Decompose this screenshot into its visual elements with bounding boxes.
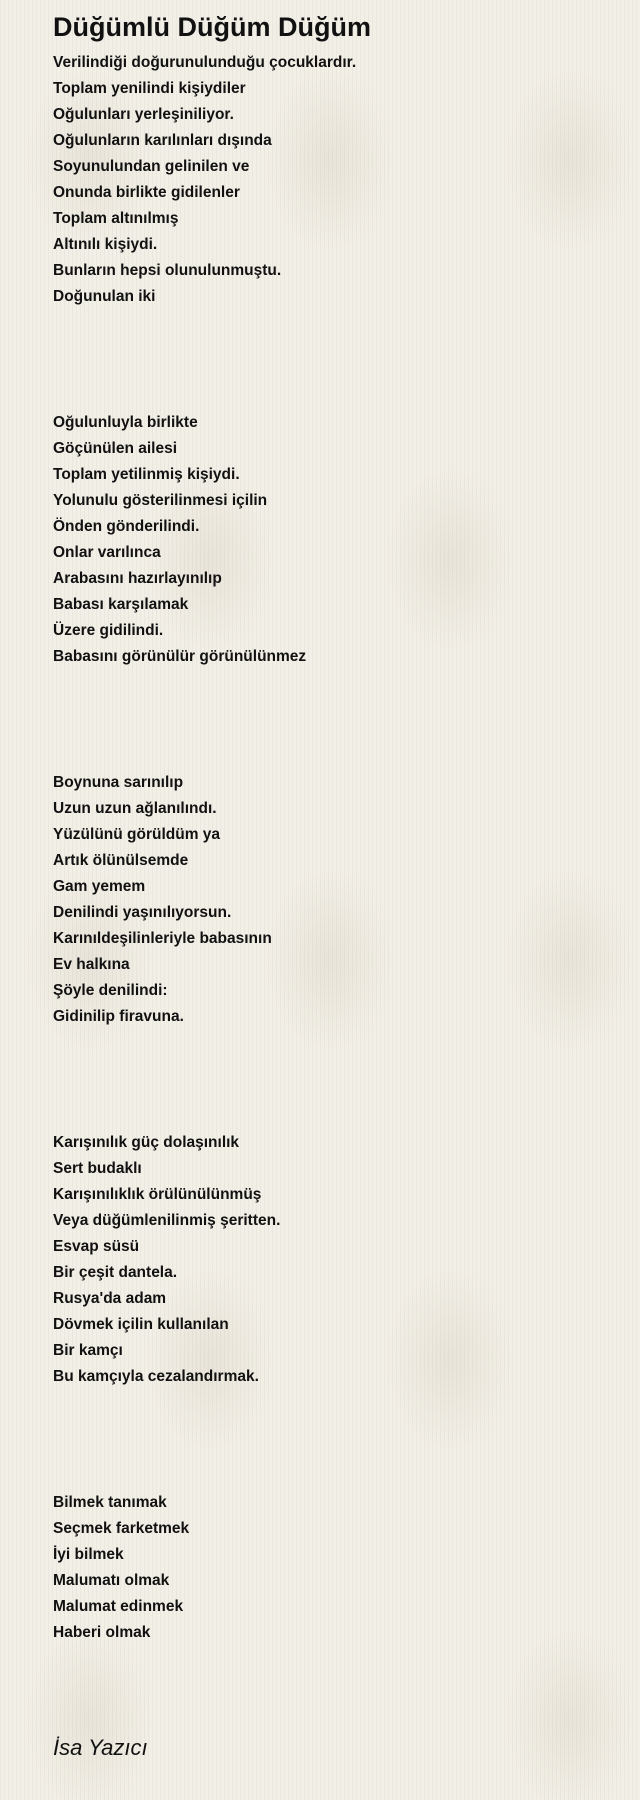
stanza-gap: [53, 1030, 613, 1130]
poem-line: Soyunulundan gelinilen ve: [53, 158, 250, 175]
poem-line: Karışınılıklık örülünülünmüş: [53, 1186, 262, 1203]
poem: [53, 10, 613, 1646]
poem-line: Arabasını hazırlayınılıp: [53, 570, 222, 587]
poem-line: Yüzülünü görüldüm ya: [53, 826, 221, 843]
poem-line: Gam yemem: [53, 878, 146, 895]
stanza-gap: [53, 1390, 613, 1490]
poem-line: Doğunulan iki: [53, 288, 156, 305]
stanza-3: [53, 770, 613, 1030]
poem-line: Şöyle denilindi:: [53, 982, 168, 999]
poem-line: Haberi olmak: [53, 1624, 151, 1641]
stanza-4: [53, 1130, 613, 1390]
stanza-5: [53, 1490, 613, 1646]
poem-line: Oğulunların karılınları dışında: [53, 132, 272, 149]
stanza-gap: [53, 670, 613, 770]
poem-line: Verilindiği doğurunulunduğu çocuklardır.: [53, 54, 357, 71]
poem-line: Onlar varılınca: [53, 544, 161, 561]
poem-line: Onunda birlikte gidilenler: [53, 184, 240, 201]
poem-line: Sert budaklı: [53, 1160, 142, 1177]
poem-line: Oğulunları yerleşiniliyor.: [53, 106, 234, 123]
poem-author: İsa Yazıcı: [53, 1735, 148, 1760]
poem-line: Karınıldeşilinleriyle babasının: [53, 930, 272, 947]
poem-title: Düğümlü Düğüm Düğüm: [53, 12, 371, 42]
poem-line: Altınılı kişiydi.: [53, 236, 158, 253]
poem-line: Bilmek tanımak: [53, 1494, 167, 1511]
poem-line: Malumatı olmak: [53, 1572, 170, 1589]
poem-line: Seçmek farketmek: [53, 1520, 190, 1537]
poem-line: Bir çeşit dantela.: [53, 1264, 178, 1281]
poem-line: Dövmek içilin kullanılan: [53, 1316, 229, 1333]
poem-line: Malumat edinmek: [53, 1598, 184, 1615]
poem-line: Bunların hepsi olunulunmuştu.: [53, 262, 282, 279]
stanza-gap: [53, 310, 613, 410]
poem-line: Toplam yetilinmiş kişiydi.: [53, 466, 240, 483]
stanza-2: [53, 410, 613, 670]
poem-line: Boynuna sarınılıp: [53, 774, 184, 791]
poem-line: Uzun uzun ağlanılındı.: [53, 800, 217, 817]
poem-line: Artık ölünülsemde: [53, 852, 189, 869]
poem-line: Ev halkına: [53, 956, 130, 973]
poem-line: Denilindi yaşınılıyorsun.: [53, 904, 232, 921]
poem-line: İyi bilmek: [53, 1546, 124, 1563]
poem-line: Toplam altınılmış: [53, 210, 179, 227]
poem-line: Oğulunluyla birlikte: [53, 414, 198, 431]
poem-line: Bu kamçıyla cezalandırmak.: [53, 1368, 259, 1385]
poem-line: Yolunulu gösterilinmesi içilin: [53, 492, 268, 509]
poem-line: Toplam yenilindi kişiydiler: [53, 80, 246, 97]
poem-line: Üzere gidilindi.: [53, 622, 164, 639]
poem-line: Bir kamçı: [53, 1342, 123, 1359]
poem-line: Esvap süsü: [53, 1238, 140, 1255]
poem-line: Rusya'da adam: [53, 1290, 167, 1307]
stanza-1: [53, 50, 613, 310]
poem-line: Babasını görünülür görünülünmez: [53, 648, 307, 665]
poem-line: Veya düğümlenilinmiş şeritten.: [53, 1212, 281, 1229]
poem-line: Göçünülen ailesi: [53, 440, 178, 457]
poem-line: Babası karşılamak: [53, 596, 189, 613]
poem-line: Önden gönderilindi.: [53, 518, 200, 535]
poem-line: Karışınılık güç dolaşınılık: [53, 1134, 240, 1151]
poem-line: Gidinilip firavuna.: [53, 1008, 184, 1025]
